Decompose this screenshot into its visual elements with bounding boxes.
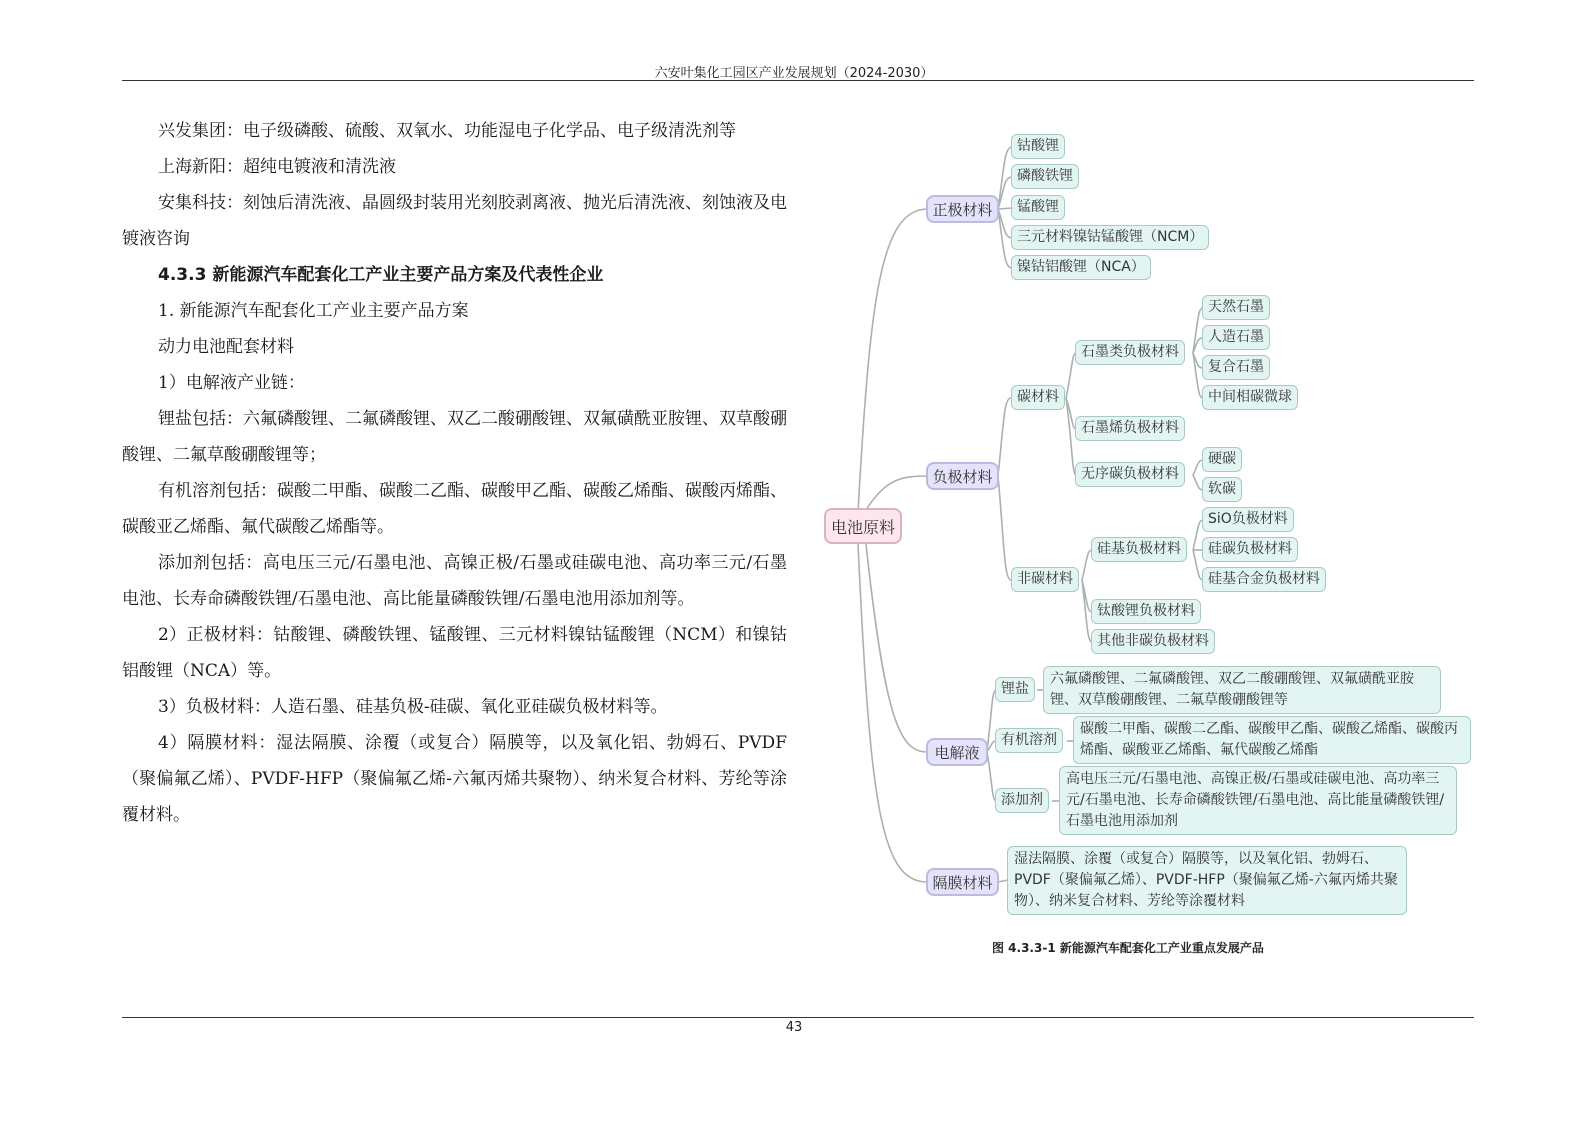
mindmap-separator: 隔膜材料 bbox=[926, 868, 999, 896]
mindmap-leaf: 三元材料镍钴锰酸锂（NCM） bbox=[1011, 225, 1209, 250]
mindmap-additive: 添加剂 bbox=[995, 788, 1049, 813]
mindmap-leaf: 钴酸锂 bbox=[1011, 134, 1065, 159]
mindmap-titanate: 钛酸锂负极材料 bbox=[1091, 599, 1201, 624]
mindmap-root: 电池原料 bbox=[824, 508, 902, 544]
mindmap-leaf: 硬碳 bbox=[1202, 447, 1242, 472]
paragraph: 3）负极材料：人造石墨、硅基负极-硅碳、氧化亚硅碳负极材料等。 bbox=[158, 697, 668, 717]
paragraph: 2）正极材料：钴酸锂、磷酸铁锂、锰酸锂、三元材料镍钴锰酸锂（NCM）和镍钴铝酸锂（NCA）等。 bbox=[122, 625, 787, 681]
mindmap-graphene: 石墨烯负极材料 bbox=[1075, 416, 1185, 441]
paragraph: 锂盐包括：六氟磷酸锂、二氟磷酸锂、双乙二酸硼酸锂、双氟磺酰亚胺锂、双草酸硼酸锂、二氟草酸硼酸锂等； bbox=[122, 409, 787, 465]
paragraph: 添加剂包括：高电压三元/石墨电池、高镍正极/石墨或硅碳电池、高功率三元/石墨电池、长寿命磷酸铁锂/石墨电池、高比能量磷酸铁锂/石墨电池用添加剂等。 bbox=[122, 553, 787, 609]
mindmap-leaf: 复合石墨 bbox=[1202, 355, 1270, 380]
mindmap-solvent-detail: 碳酸二甲酯、碳酸二乙酯、碳酸甲乙酯、碳酸乙烯酯、碳酸丙烯酯、碳酸亚乙烯酯、氟代碳酸乙烯酯 bbox=[1073, 716, 1471, 764]
footer-rule bbox=[122, 1017, 1474, 1018]
mindmap-leaf: 磷酸铁锂 bbox=[1011, 164, 1079, 189]
paragraph: 安集科技：刻蚀后清洗液、晶圆级封装用光刻胶剥离液、抛光后清洗液、刻蚀液及电镀液咨询 bbox=[122, 193, 787, 249]
section-heading: 4.3.3 新能源汽车配套化工产业主要产品方案及代表性企业 bbox=[158, 265, 604, 285]
paragraph: 动力电池配套材料 bbox=[158, 337, 294, 357]
mindmap-leaf: 中间相碳微球 bbox=[1202, 385, 1298, 410]
mindmap-leaf: SiO负极材料 bbox=[1202, 507, 1294, 532]
mindmap-leaf: 锰酸锂 bbox=[1011, 195, 1065, 220]
mindmap-solvent: 有机溶剂 bbox=[995, 728, 1063, 753]
mindmap-additive-detail: 高电压三元/石墨电池、高镍正极/石墨或硅碳电池、高功率三元/石墨电池、长寿命磷酸铁锂/石墨电池、高比能量磷酸铁锂/石墨电池用添加剂 bbox=[1059, 766, 1457, 835]
mindmap-lithium-salt: 锂盐 bbox=[995, 677, 1035, 702]
mindmap-leaf: 镍钴铝酸锂（NCA） bbox=[1011, 255, 1151, 280]
mindmap-electrolyte: 电解液 bbox=[926, 738, 988, 766]
paragraph: 1. 新能源汽车配套化工产业主要产品方案 bbox=[158, 301, 469, 321]
paragraph: 4）隔膜材料：湿法隔膜、涂覆（或复合）隔膜等，以及氧化铝、勃姆石、PVDF（聚偏氟乙烯）、PVDF-HFP（聚偏氟乙烯-六氟丙烯共聚物）、纳米复合材料、芳纶等涂覆材料。 bbox=[122, 733, 787, 825]
mindmap-leaf: 软碳 bbox=[1202, 477, 1242, 502]
running-header: 六安叶集化工园区产业发展规划（2024-2030） bbox=[654, 66, 934, 81]
mindmap-leaf: 人造石墨 bbox=[1202, 325, 1270, 350]
mindmap-cathode: 正极材料 bbox=[926, 195, 999, 223]
mindmap-noncarbon: 非碳材料 bbox=[1011, 567, 1079, 592]
mindmap-carbon: 碳材料 bbox=[1011, 385, 1065, 410]
mindmap-graphite: 石墨类负极材料 bbox=[1075, 340, 1185, 365]
mindmap-lithium-salt-detail: 六氟磷酸锂、二氟磷酸锂、双乙二酸硼酸锂、双氟磺酰亚胺锂、双草酸硼酸锂、二氟草酸硼酸锂等 bbox=[1043, 666, 1441, 714]
paragraph: 1）电解液产业链： bbox=[158, 373, 305, 393]
figure-caption: 图 4.3.3-1 新能源汽车配套化工产业重点发展产品 bbox=[992, 941, 1264, 955]
paragraph: 兴发集团：电子级磷酸、硫酸、双氧水、功能湿电子化学品、电子级清洗剂等 bbox=[158, 121, 736, 141]
paragraph: 上海新阳：超纯电镀液和清洗液 bbox=[158, 157, 396, 177]
mindmap-anode: 负极材料 bbox=[926, 462, 999, 490]
mindmap-leaf: 硅基合金负极材料 bbox=[1202, 567, 1326, 592]
mindmap-separator-detail: 湿法隔膜、涂覆（或复合）隔膜等，以及氧化铝、勃姆石、PVDF（聚偏氟乙烯）、PVDF-HFP（聚偏氟乙烯-六氟丙烯共聚物）、纳米复合材料、芳纶等涂覆材料 bbox=[1007, 846, 1407, 915]
mindmap-leaf: 硅碳负极材料 bbox=[1202, 537, 1298, 562]
mindmap-amorphous: 无序碳负极材料 bbox=[1075, 462, 1185, 487]
mindmap-other-noncarbon: 其他非碳负极材料 bbox=[1091, 629, 1215, 654]
page-number: 43 bbox=[785, 1020, 803, 1035]
mindmap-leaf: 天然石墨 bbox=[1202, 295, 1270, 320]
paragraph: 有机溶剂包括：碳酸二甲酯、碳酸二乙酯、碳酸甲乙酯、碳酸乙烯酯、碳酸丙烯酯、碳酸亚乙烯酯、氟代碳酸乙烯酯等。 bbox=[122, 481, 787, 537]
mindmap-silicon: 硅基负极材料 bbox=[1091, 537, 1187, 562]
